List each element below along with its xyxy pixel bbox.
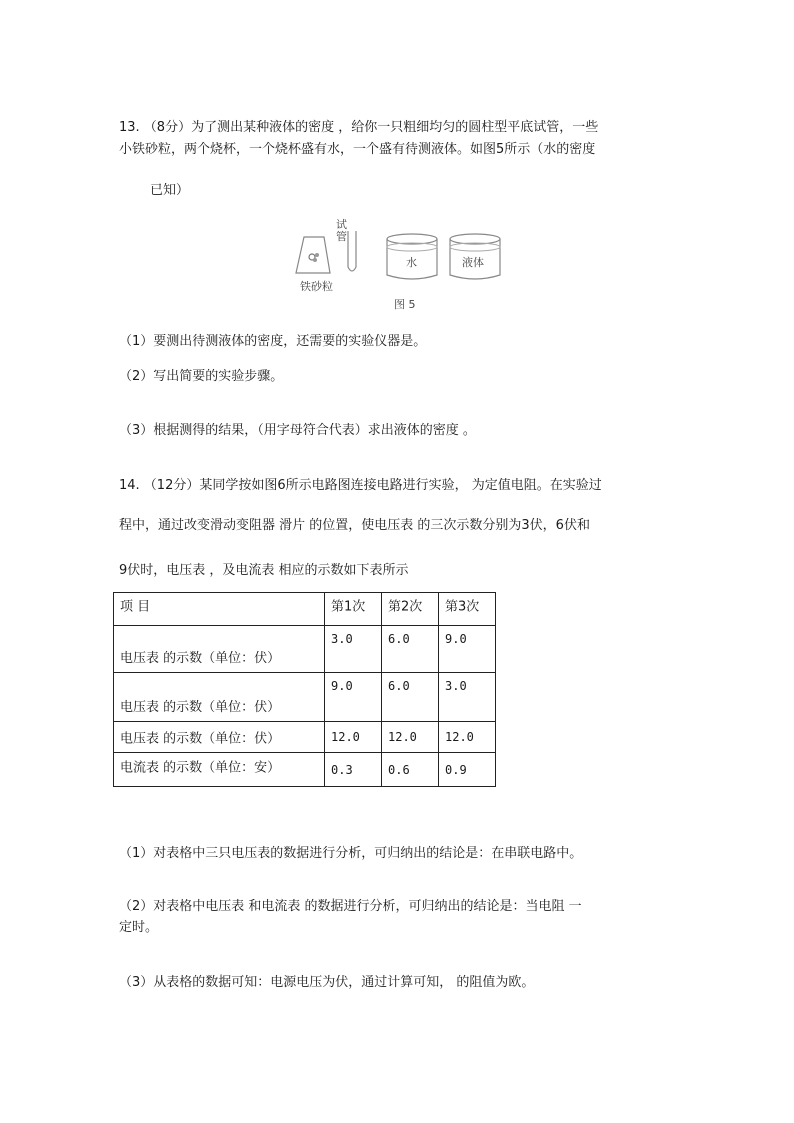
cell-value: 3.0 [445, 679, 467, 693]
q14-line-3: 9伏时，电压表 ，及电流表 相应的示数如下表所示 [119, 563, 409, 578]
q13-sub-1: （1）要测出待测液体的密度，还需要的实验仪器是。 [119, 334, 427, 349]
figure-5 [290, 215, 510, 315]
cell-value: 6.0 [388, 679, 410, 693]
header-trial-2: 第2次 [388, 599, 423, 615]
table-row [114, 673, 496, 722]
table-row [114, 753, 496, 787]
row-label: 电压表 的示数（单位：伏） [120, 731, 281, 747]
cell-value: 12.0 [388, 730, 417, 744]
figure-caption: 图 5 [394, 298, 416, 311]
q14-sub-1: （1）对表格中三只电压表的数据进行分析，可归纳出的结论是：在串联电路中。 [119, 846, 583, 861]
cell-value: 12.0 [331, 730, 360, 744]
label-liquid: 液体 [462, 256, 484, 269]
label-test-tube: 试管 [336, 218, 347, 243]
q13-sub-3: （3）根据测得的结果，（用字母符合代表）求出液体的密度 。 [119, 423, 476, 438]
data-table [113, 592, 496, 787]
table-row [114, 722, 496, 753]
cell-value: 3.0 [331, 632, 353, 646]
q13-line-2: 小铁砂粒，两个烧杯，一个烧杯盛有水，一个盛有待测液体。如图5所示（水的密度 [119, 142, 596, 157]
cell-value: 0.9 [445, 762, 467, 777]
row-label: 电压表 的示数（单位：伏） [120, 651, 281, 666]
label-water: 水 [406, 256, 417, 269]
q14-line-2: 程中，通过改变滑动变阻器 滑片 的位置，使电压表 的三次示数分别为3伏，6伏和 [119, 518, 590, 533]
cell-value: 0.6 [388, 762, 410, 777]
cell-value: 12.0 [445, 730, 474, 744]
cell-value: 9.0 [445, 632, 467, 646]
q14-sub-2-line-2: 定时。 [119, 920, 159, 935]
table-header-row [114, 593, 496, 626]
header-trial-3: 第3次 [445, 599, 480, 615]
q13-line-1: 13. （8分）为了测出某种液体的密度 ，给你一只粗细均匀的圆柱型平底试管，一些 [119, 120, 599, 135]
q13-line-3: 已知） [150, 183, 190, 198]
q14-sub-2-line-1: （2）对表格中电压表 和电流表 的数据进行分析，可归纳出的结论是：当电阻 一 [119, 899, 582, 914]
cell-value: 0.3 [331, 762, 353, 777]
table-row [114, 626, 496, 673]
row-label: 电压表 的示数（单位：伏） [120, 700, 281, 715]
q14-line-1: 14. （12分）某同学按如图6所示电路图连接电路进行实验， 为定值电阻。在实验过 [119, 478, 602, 493]
header-item: 项 目 [120, 599, 151, 615]
q14-sub-3: （3）从表格的数据可知：电源电压为伏，通过计算可知， 的阻值为欧。 [119, 975, 535, 990]
header-trial-1: 第1次 [331, 599, 366, 615]
cell-value: 6.0 [388, 632, 410, 646]
label-iron-sand: 铁砂粒 [300, 280, 333, 293]
row-label: 电流表 的示数（单位：安） [120, 760, 281, 776]
cell-value: 9.0 [331, 679, 353, 693]
q13-sub-2: （2）写出简要的实验步骤。 [119, 369, 284, 384]
